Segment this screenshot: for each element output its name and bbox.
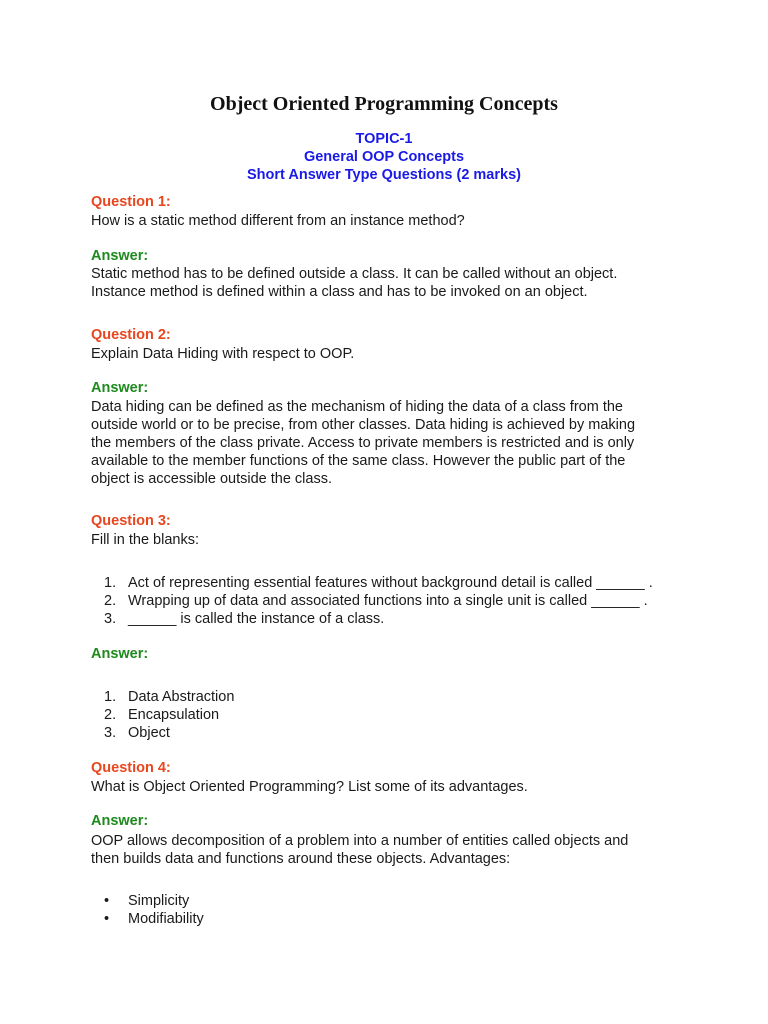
answer-2-line: object is accessible outside the class. [91,471,332,487]
bullet-icon: • [104,893,110,909]
answer-item [104,724,170,742]
topic-name: General OOP Concepts [303,149,465,165]
bullet-item [104,910,204,928]
list-item-text: Data Abstraction [128,689,235,705]
list-item-text: Object [128,725,170,741]
answer-1-label: Answer: [91,248,149,264]
question-4-label: Question 4: [91,760,171,776]
blank-item [104,574,653,592]
topic-number: TOPIC-1 [355,131,413,147]
bullet-text: Modifiability [128,911,204,927]
list-item-text: Act of representing essential features without background detail is called ______ . [128,575,653,591]
list-number: 1. [104,575,117,591]
answer-4-label: Answer: [91,813,149,829]
answer-3-label: Answer: [91,646,149,662]
answer-2-label: Answer: [91,380,149,396]
topic-section: Short Answer Type Questions (2 marks) [247,167,521,183]
question-1-text: How is a static method different from an instance method? [91,213,465,229]
list-number: 2. [104,593,117,609]
list-item-text: ______ is called the instance of a class. [128,611,385,627]
answer-1-line: Instance method is defined within a class and has to be invoked on an object. [91,284,588,300]
list-number: 3. [104,725,117,741]
question-1-label: Question 1: [91,194,171,210]
list-item-text: Wrapping up of data and associated functions into a single unit is called ______ . [128,593,648,609]
answer-4-line: OOP allows decomposition of a problem into a number of entities called objects and [91,833,629,849]
answer-2-line: Data hiding can be defined as the mechanism of hiding the data of a class from the [91,399,623,415]
list-number: 3. [104,611,117,627]
answer-2-line: outside world or to be precise, from other classes. Data hiding is achieved by making [91,417,636,433]
bullet-icon: • [104,911,110,927]
question-3-text: Fill in the blanks: [91,532,199,548]
list-item-text: Encapsulation [128,707,220,723]
list-number: 2. [104,707,117,723]
answer-item [104,688,234,706]
answer-2-line: the members of the class private. Access to private members is restricted and is only [91,435,635,451]
question-2-text: Explain Data Hiding with respect to OOP. [91,346,355,362]
blank-item [104,610,384,628]
answer-1-line: Static method has to be defined outside a class. It can be called without an object. [91,266,618,282]
blank-item [104,592,648,610]
question-4-text: What is Object Oriented Programming? List some of its advantages. [91,779,528,795]
bullet-text: Simplicity [128,893,190,909]
answer-item [104,706,219,724]
answer-2-line: available to the member functions of the same class. However the public part of the [91,453,626,469]
bullet-item [104,892,189,910]
list-number: 1. [104,689,117,705]
page-title: Object Oriented Programming Concepts [210,93,558,115]
question-3-label: Question 3: [91,513,171,529]
answer-4-line: then builds data and functions around these objects. Advantages: [91,851,511,867]
question-2-label: Question 2: [91,327,171,343]
